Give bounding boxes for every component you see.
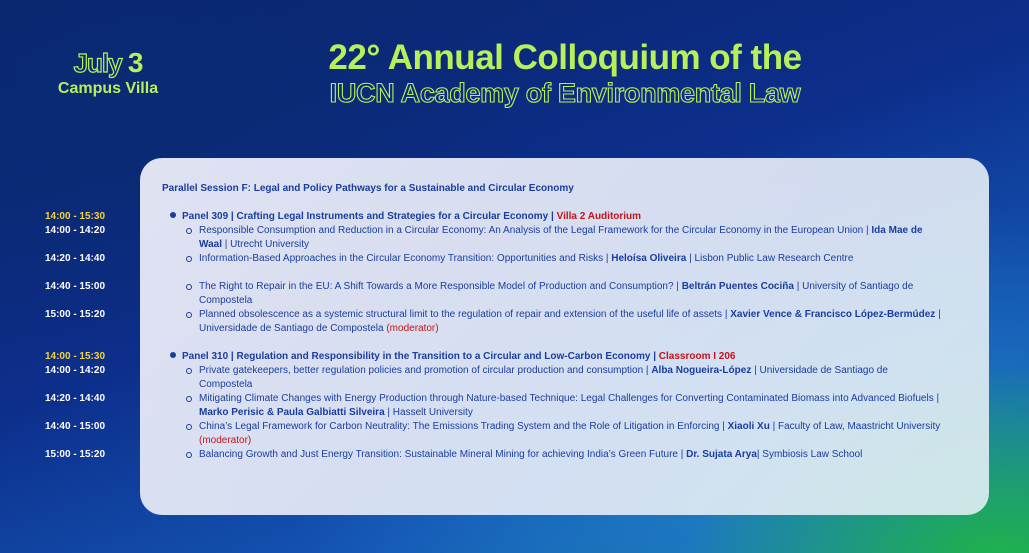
circle-bullet-icon <box>186 312 192 318</box>
talk-affiliation: | Universidade de Santiago de Compostela <box>199 309 941 334</box>
panel-310-name: Panel 310 | Regulation and Responsibility in the Transition to a Circular and Low-Carbon Economy | <box>182 351 659 362</box>
talk-item <box>186 448 944 462</box>
talk-item <box>186 224 944 252</box>
talk-time: 14:20 - 14:40 <box>44 253 106 264</box>
talk-affiliation: | Hasselt University <box>384 407 473 418</box>
moderator-tag: (moderator) <box>386 323 439 334</box>
talk-speaker: Dr. Sujata Arya <box>686 449 757 460</box>
talk-item <box>186 308 944 336</box>
talk-item <box>186 420 944 448</box>
talk-affiliation: | University of Santiago de Compostela <box>199 281 914 306</box>
talk-speaker: Heloísa Oliveira <box>611 253 687 264</box>
talk-title: Planned obsolescence as a systemic structural limit to the regulation of repair and extension of the useful life of assets | <box>199 309 731 320</box>
talk-title: China’s Legal Framework for Carbon Neutrality: The Emissions Trading System and the Role of Litigation in Enforcing | <box>199 421 728 432</box>
circle-bullet-icon <box>186 228 192 234</box>
circle-bullet-icon <box>186 284 192 290</box>
talk-item <box>186 280 944 308</box>
talk-affiliation: | Faculty of Law, Maastricht University <box>769 421 941 432</box>
talk-title: Balancing Growth and Just Energy Transition: Sustainable Mineral Mining for achieving India’s Green Future | <box>199 449 687 460</box>
page-subtitle: IUCN Academy of Environmental Law <box>329 78 801 108</box>
talk-speaker: Marko Perisic & Paula Galbiatti Silveira <box>199 407 385 418</box>
talk-speaker: Xiaoli Xu <box>727 421 770 432</box>
circle-bullet-icon <box>186 396 192 402</box>
talk-speaker: Xavier Vence & Francisco López-Bermúdez <box>730 309 936 320</box>
talk-affiliation: | Symbiosis Law School <box>756 449 863 460</box>
talk-time: 14:20 - 14:40 <box>44 393 106 404</box>
talk-affiliation: | Utrecht University <box>221 239 310 250</box>
talk-time: 14:00 - 14:20 <box>44 365 106 376</box>
talk-time: 14:40 - 15:00 <box>44 421 106 432</box>
talk-speaker: Ida Mae de Waal <box>199 225 923 250</box>
bullet-icon <box>170 212 176 218</box>
circle-bullet-icon <box>186 256 192 262</box>
page-header <box>270 38 860 108</box>
venue: Campus Villa <box>57 80 159 97</box>
talk-time: 14:00 - 14:20 <box>44 225 106 236</box>
talk-speaker: Alba Nogueira-López <box>651 365 752 376</box>
moderator-tag: (moderator) <box>199 435 252 446</box>
circle-bullet-icon <box>186 368 192 374</box>
bullet-icon <box>170 352 176 358</box>
talk-affiliation: | Lisbon Public Law Research Centre <box>686 253 854 264</box>
date-line <box>38 48 178 78</box>
panel-310-time: 14:00 - 15:30 <box>44 351 106 362</box>
talk-speaker: Beltrán Puentes Cociña <box>681 281 794 292</box>
circle-bullet-icon <box>186 424 192 430</box>
talk-title: Mitigating Climate Changes with Energy Production through Nature-based Technique: Legal Challenges for Converting Contaminated Biomass into Advanced Biofuels | <box>199 393 940 404</box>
panel-309-time: 14:00 - 15:30 <box>44 211 106 222</box>
talk-affiliation: | Universidade de Santiago de Compostela <box>199 365 888 390</box>
talk-item <box>186 364 944 392</box>
date-month: July <box>73 48 122 78</box>
date-day: 3 <box>127 47 143 78</box>
panel-310-heading <box>170 350 970 363</box>
talk-title: The Right to Repair in the EU: A Shift Towards a More Responsible Model of Production and Consumption? | <box>199 281 682 292</box>
page-title: 22° Annual Colloquium of the <box>328 38 802 77</box>
talk-item <box>186 252 944 266</box>
talk-title: Information-Based Approaches in the Circular Economy Transition: Opportunities and Risks | <box>199 253 612 264</box>
talk-time: 15:00 - 15:20 <box>44 309 106 320</box>
talk-time: 14:40 - 15:00 <box>44 281 106 292</box>
panel-309-heading <box>170 210 970 223</box>
circle-bullet-icon <box>186 452 192 458</box>
session-title: Parallel Session F: Legal and Policy Pathways for a Sustainable and Circular Economy <box>162 183 574 194</box>
panel-310-room: Classroom I 206 <box>658 351 736 362</box>
panel-309-name: Panel 309 | Crafting Legal Instruments and Strategies for a Circular Economy | <box>182 211 557 222</box>
talk-time: 15:00 - 15:20 <box>44 449 106 460</box>
talk-title: Private gatekeepers, better regulation policies and promotion of circular production and consumption | <box>199 365 652 376</box>
talk-title: Responsible Consumption and Reduction in a Circular Economy: An Analysis of the Legal Framework for the Circular Economy in the European Union | <box>199 225 872 236</box>
panel-309-room: Villa 2 Auditorium <box>556 211 642 222</box>
talk-item <box>186 392 944 420</box>
event-date <box>38 48 178 98</box>
